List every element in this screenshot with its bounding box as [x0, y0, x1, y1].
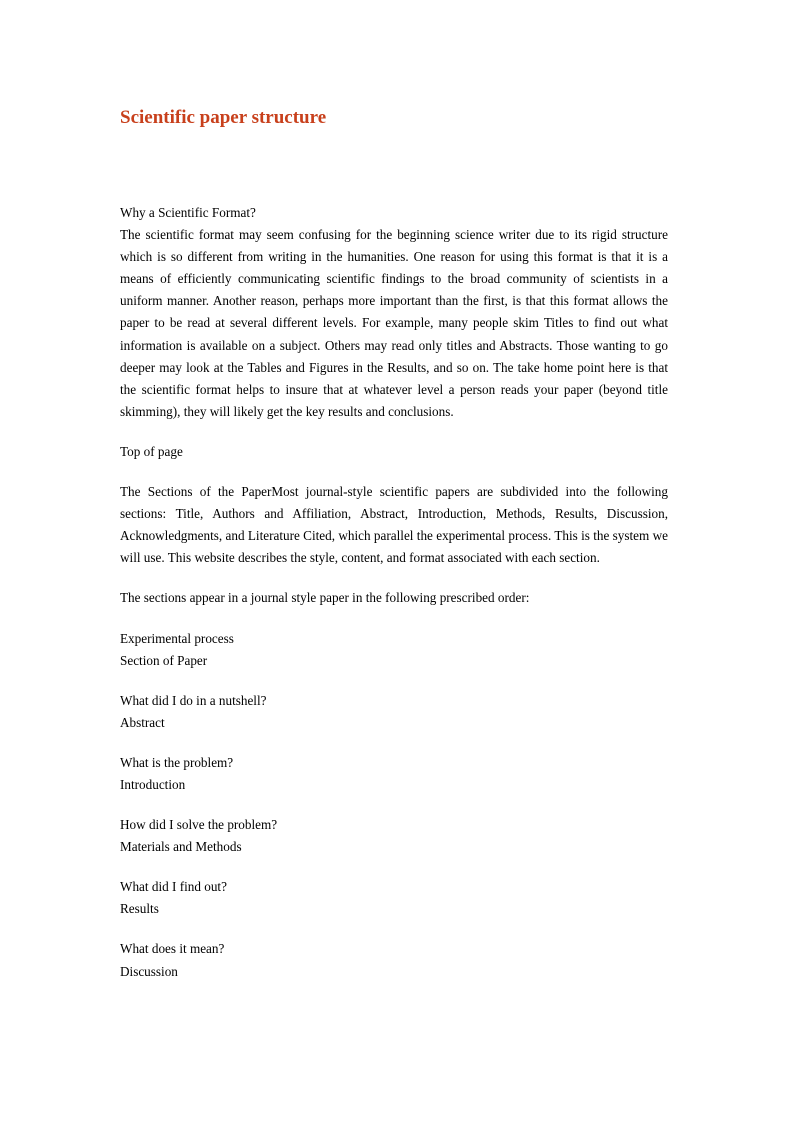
table-header: [120, 628, 668, 672]
intro-paragraph: The scientific format may seem confusing for the beginning science writer due to its rigid structure which is so different from writing in the humanities. One reason for using this format is that it is a means of efficiently communicating scientific findings to the broad community of scientists in a uniform manner. Another reason, perhaps more important than the first, is that this format allows the paper to be read at several different levels. For example, many people skim Titles to find out what information is available on a subject. Others may read only titles and Abstracts. Those wanting to go deeper may look at the Tables and Figures in the Results, and so on. The take home point here is that the scientific format helps to insure that at whatever level a person reads your paper (beyond title skimming), they will likely get the key results and conclusions.: [120, 227, 668, 419]
page-title: Scientific paper structure: [120, 107, 327, 128]
top-of-page-link[interactable]: Top of page: [120, 443, 183, 459]
header-section: Section of Paper: [120, 652, 208, 668]
process-question: What did I do in a nutshell?: [120, 692, 267, 708]
order-paragraph: The sections appear in a journal style paper in the following prescribed order:: [120, 590, 530, 606]
sections-paragraph: The Sections of the PaperMost journal-style scientific papers are subdivided into the following sections: Title, Authors and Affiliation, Abstract, Introduction, Methods, Results, Discussion, Acknowledgments, and Literature Cited, which parallel the experimental process. This is the system we will use. This website describes the style, content, and format associated with each section.: [120, 484, 668, 566]
paper-section: Results: [120, 901, 159, 917]
process-question: What is the problem?: [120, 754, 234, 770]
process-pair-discussion: [120, 938, 668, 982]
process-pair-abstract: [120, 690, 668, 734]
header-process: Experimental process: [120, 630, 234, 646]
process-question: How did I solve the problem?: [120, 817, 278, 833]
process-question: What did I find out?: [120, 879, 227, 895]
paper-section: Materials and Methods: [120, 839, 242, 855]
paper-section: Discussion: [120, 963, 178, 979]
process-pair-introduction: [120, 752, 668, 796]
paper-section: Abstract: [120, 714, 165, 730]
document-body: [120, 202, 668, 983]
paper-section: Introduction: [120, 776, 186, 792]
process-question: What does it mean?: [120, 941, 225, 957]
process-pair-results: [120, 876, 668, 920]
intro-heading: Why a Scientific Format?: [120, 205, 256, 220]
process-pair-methods: [120, 814, 668, 858]
